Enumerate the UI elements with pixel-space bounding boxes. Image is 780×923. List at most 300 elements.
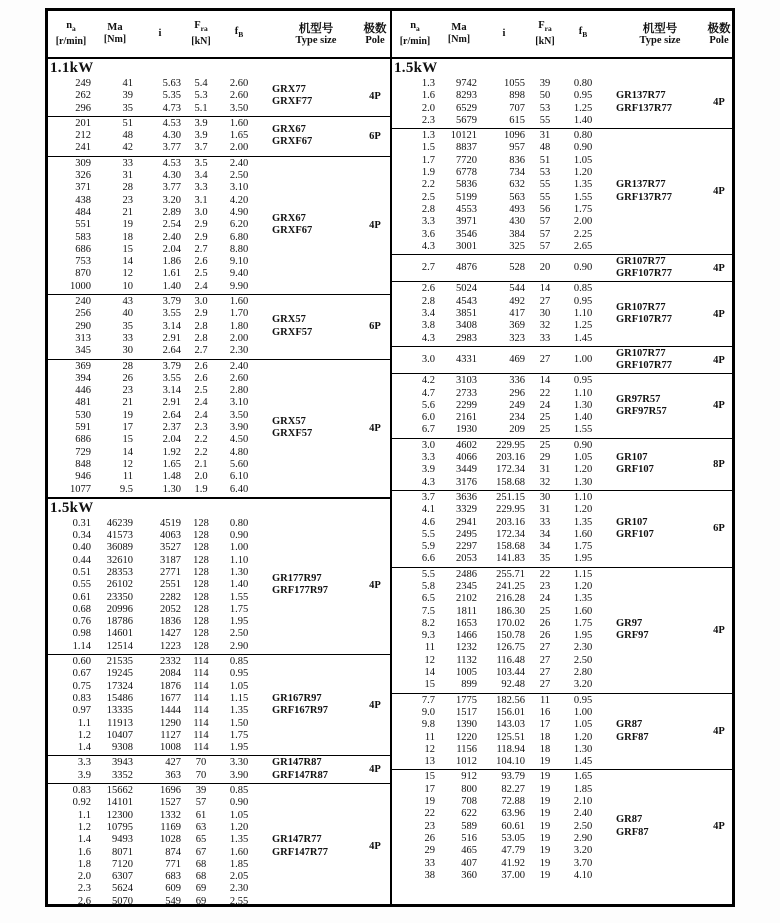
cell-fra: 19 (539, 771, 551, 783)
cell-fb: 2.30 (229, 345, 249, 357)
cell-ma: 3408 (456, 320, 477, 332)
cell-na: 3.3 (421, 452, 435, 464)
type-size-line: GRF107 (616, 464, 654, 476)
cell-fra: 2.9 (194, 219, 208, 231)
cell-fb: 2.80 (229, 385, 249, 397)
cell-i: 563 (509, 191, 525, 203)
cell-i: 1096 (504, 130, 525, 142)
header-symbol-base: n (66, 20, 73, 32)
cell-i: 2052 (160, 603, 181, 615)
cell-i: 325 (509, 240, 525, 252)
cell-i: 1290 (160, 717, 181, 729)
cell-fra: 32 (539, 476, 551, 488)
header-unit: [kN] (535, 35, 555, 47)
cell-fb: 2.60 (229, 90, 249, 102)
type-size-line: GR107R77 (616, 347, 666, 359)
cell-fra: 29 (539, 452, 551, 464)
type-size-label (616, 694, 708, 770)
cell-ma: 31 (122, 170, 133, 182)
cell-fb: 1.60 (573, 605, 593, 617)
spec-block (48, 156, 390, 294)
cell-na: 848 (75, 458, 91, 470)
cell-fb: 3.70 (573, 857, 593, 869)
header-symbol-sub: B (582, 30, 588, 40)
type-size-line: GR177R97 (272, 573, 322, 585)
cell-ma: 30 (122, 345, 133, 357)
cell-i: 632 (509, 179, 525, 191)
cell-na: 256 (75, 308, 91, 320)
cell-fb: 1.20 (573, 731, 593, 743)
cell-i: 150.78 (496, 630, 525, 642)
cell-fb: 1.85 (229, 858, 249, 870)
cell-na: 4.3 (421, 476, 435, 488)
cell-i: 1696 (160, 785, 181, 797)
section-title-kw: 1.5kW (48, 497, 390, 517)
cell-fb: 2.40 (229, 157, 249, 169)
cell-fb: 2.60 (229, 78, 249, 89)
type-size-line: GR147R77 (272, 834, 322, 846)
type-size-line: GRX57 (272, 415, 306, 427)
cell-ma: 1005 (456, 667, 477, 679)
cell-fb: 6.10 (229, 471, 249, 483)
pole-label: 6P (369, 130, 381, 142)
cell-i: 203.16 (496, 516, 525, 528)
cell-i: 3.77 (162, 142, 181, 154)
cell-na: 2.8 (421, 295, 435, 307)
header-symbol (107, 22, 122, 34)
cell-i: 118.94 (496, 743, 525, 755)
cell-fb: 2.10 (573, 796, 593, 808)
cell-i: 209 (509, 424, 525, 436)
header-unit: [r/min] (399, 35, 431, 47)
type-size-line: GR87 (616, 814, 643, 826)
cell-ma: 21 (122, 206, 133, 218)
cell-fb: 1.35 (229, 834, 249, 846)
cell-i: 103.44 (496, 667, 525, 679)
cell-fb: 1.05 (573, 719, 593, 731)
cell-fb: 1.95 (229, 616, 249, 628)
cell-fra: 2.4 (194, 280, 208, 292)
cell-i: 2.04 (162, 243, 181, 255)
cell-i: 125.51 (496, 731, 525, 743)
cell-ma: 12514 (106, 640, 133, 652)
cell-ma: 32610 (106, 554, 133, 566)
type-size-line: GRF147R87 (272, 769, 328, 781)
cell-na: 212 (75, 130, 91, 142)
cell-fb: 1.30 (573, 476, 593, 488)
cell-i: 63.96 (501, 808, 525, 820)
cell-i: 5.35 (162, 90, 181, 102)
cell-i: 3.79 (162, 360, 181, 372)
header-symbol-sub: a (72, 24, 76, 34)
type-size-line: GRX67 (272, 213, 306, 225)
cell-fb: 1.45 (573, 332, 593, 344)
cell-i: 1836 (160, 616, 181, 628)
cell-na: 5.8 (421, 580, 435, 592)
cell-fra: 3.3 (194, 182, 208, 194)
cell-fra: 27 (539, 654, 551, 666)
cell-ma: 3546 (456, 228, 477, 240)
header-cell-na (48, 11, 94, 57)
cell-fb: 1.40 (573, 412, 593, 424)
cell-fra: 2.8 (194, 320, 208, 332)
cell-na: 9.0 (421, 706, 435, 718)
cell-fra: 35 (539, 553, 551, 565)
cell-na: 4.7 (421, 387, 435, 399)
type-size-label (272, 157, 364, 294)
cell-ma: 23 (122, 385, 133, 397)
cell-ma: 40 (122, 308, 133, 320)
header-cell-pole (360, 11, 390, 57)
cell-fb: 1.60 (229, 117, 249, 129)
header-unit: [Nm] (103, 34, 127, 45)
cell-ma: 9.5 (119, 483, 133, 495)
cell-i: 3.77 (162, 182, 181, 194)
cell-fb: 3.10 (229, 397, 249, 409)
cell-fra: 20 (539, 262, 551, 274)
cell-na: 8.2 (421, 617, 435, 629)
cell-fra: 19 (539, 857, 551, 869)
cell-i: 2.64 (162, 345, 181, 357)
cell-fb: 1.10 (573, 387, 593, 399)
cell-fra: 25 (539, 424, 551, 436)
cell-na: 345 (75, 345, 91, 357)
cell-na: 15 (424, 679, 435, 691)
cell-fra: 27 (539, 679, 551, 691)
cell-na: 12 (424, 743, 435, 755)
cell-ma: 15486 (106, 692, 133, 704)
cell-na: 38 (424, 869, 435, 881)
cell-fb: 1.00 (573, 353, 593, 365)
cell-fb: 1.30 (229, 566, 249, 578)
cell-ma: 28353 (106, 566, 133, 578)
cell-i: 2.89 (162, 206, 181, 218)
pole-label: 4P (713, 726, 725, 738)
cell-fb: 2.30 (229, 883, 249, 895)
type-size-label (272, 117, 364, 156)
cell-na: 6.6 (421, 553, 435, 565)
cell-ma: 14 (122, 446, 133, 458)
cell-ma: 41573 (106, 530, 133, 542)
cell-na: 484 (75, 206, 91, 218)
cell-fra: 114 (193, 692, 209, 704)
cell-fra: 128 (193, 603, 209, 615)
pole-label: 6P (713, 523, 725, 535)
cell-na: 3.3 (77, 757, 91, 769)
cell-fra: 27 (539, 667, 551, 679)
cell-ma: 899 (461, 679, 477, 691)
cell-fra: 11 (539, 694, 551, 706)
type-size-line: GRXF77 (272, 96, 313, 108)
cell-fb: 4.50 (229, 434, 249, 446)
spec-block (392, 693, 732, 770)
cell-i: 186.30 (496, 605, 525, 617)
cell-i: 234 (509, 412, 525, 424)
cell-ma: 18786 (106, 616, 133, 628)
cell-fra: 2.6 (194, 360, 208, 372)
cell-i: 3.20 (162, 194, 181, 206)
cell-ma: 2053 (456, 553, 477, 565)
cell-na: 0.31 (72, 517, 91, 529)
cell-i: 3.55 (162, 372, 181, 384)
cell-fb: 2.90 (573, 832, 593, 844)
type-size-line: GRX77 (272, 84, 306, 96)
cell-fb: 1.70 (229, 308, 249, 320)
cell-ma: 4543 (456, 295, 477, 307)
cell-fra: 2.2 (194, 434, 208, 446)
cell-i: 116.48 (496, 654, 525, 666)
cell-na: 7.7 (421, 694, 435, 706)
cell-na: 0.60 (72, 656, 91, 668)
cell-fra: 31 (539, 130, 551, 142)
cell-ma: 2297 (456, 541, 477, 553)
header-unit: [kN] (191, 35, 211, 47)
cell-ma: 28 (122, 360, 133, 372)
cell-ma: 15 (122, 243, 133, 255)
cell-ma: 2299 (456, 399, 477, 411)
cell-i: 72.88 (501, 796, 525, 808)
cell-ma: 6529 (456, 102, 477, 114)
cell-fra: 30 (539, 491, 551, 503)
cell-fra: 22 (539, 568, 551, 580)
cell-fra: 26 (539, 630, 551, 642)
header-symbol-base: Ma (107, 22, 123, 33)
cell-fb: 3.20 (573, 845, 593, 857)
cell-ma: 46239 (106, 517, 133, 529)
header-symbol-base: f (578, 26, 583, 38)
cell-i: 3187 (160, 554, 181, 566)
cell-na: 3.9 (421, 464, 435, 476)
header-symbol-base: i (502, 28, 506, 39)
cell-na: 3.8 (421, 320, 435, 332)
cell-i: 82.27 (501, 783, 525, 795)
cell-fra: 67 (195, 846, 207, 858)
type-header-cn: 机型号 (642, 20, 678, 35)
cell-na: 870 (75, 268, 91, 280)
cell-fra: 57 (195, 797, 207, 809)
cell-fb: 1.05 (229, 680, 249, 692)
cell-fra: 2.7 (194, 345, 208, 357)
cell-i: 229.95 (496, 504, 525, 516)
type-size-label (616, 770, 708, 883)
cell-fb: 1.75 (229, 729, 249, 741)
cell-fb: 1.65 (573, 771, 593, 783)
table-header (392, 11, 732, 59)
cell-ma: 1811 (456, 605, 477, 617)
cell-na: 686 (75, 243, 91, 255)
cell-ma: 41 (122, 78, 133, 89)
cell-i: 2.91 (162, 332, 181, 344)
cell-na: 2.6 (77, 895, 91, 907)
cell-fra: 34 (539, 528, 551, 540)
cell-ma: 11 (122, 471, 133, 483)
cell-fra: 55 (539, 114, 551, 126)
cell-fra: 68 (195, 871, 207, 883)
spec-block (48, 517, 390, 654)
type-size-line: GRX67 (272, 124, 306, 136)
cell-na: 1000 (70, 280, 91, 292)
cell-na: 0.61 (72, 591, 91, 603)
cell-fb: 4.80 (229, 446, 249, 458)
cell-ma: 17324 (106, 680, 133, 692)
cell-ma: 5679 (456, 114, 477, 126)
cell-ma: 9493 (112, 834, 133, 846)
cell-fra: 32 (539, 320, 551, 332)
header-symbol-base: n (410, 20, 417, 32)
cell-ma: 1012 (456, 756, 477, 768)
cell-fra: 19 (539, 808, 551, 820)
cell-ma: 15 (122, 434, 133, 446)
pole-header-cn: 极数 (363, 20, 387, 35)
table-border-box (45, 8, 735, 907)
type-size-label (272, 756, 364, 783)
cell-ma: 4331 (456, 353, 477, 365)
cell-fb: 2.00 (229, 142, 249, 154)
header-cell-fra (528, 11, 562, 57)
cell-ma: 1232 (456, 642, 477, 654)
header-cell-ma (438, 11, 480, 57)
cell-fb: 1.30 (573, 399, 593, 411)
cell-fb: 0.90 (573, 262, 593, 274)
cell-i: 898 (509, 90, 525, 102)
cell-na: 551 (75, 219, 91, 231)
cell-fra: 2.9 (194, 308, 208, 320)
type-size-label (272, 295, 364, 358)
cell-fra: 19 (539, 820, 551, 832)
cell-i: 493 (509, 203, 525, 215)
cell-i: 544 (509, 283, 525, 295)
cell-na: 290 (75, 320, 91, 332)
pole-label: 4P (713, 624, 725, 636)
cell-fra: 128 (193, 517, 209, 529)
cell-fb: 2.80 (573, 667, 593, 679)
cell-na: 12 (424, 654, 435, 666)
cell-i: 1.48 (162, 471, 181, 483)
cell-na: 2.7 (421, 262, 435, 274)
spec-block (48, 654, 390, 755)
cell-fb: 1.10 (229, 554, 249, 566)
cell-fb: 9.90 (229, 280, 249, 292)
pole-label: 4P (369, 422, 381, 434)
type-size-line: GRF107 (616, 528, 654, 540)
cell-na: 6.5 (421, 593, 435, 605)
cell-ma: 2486 (456, 568, 477, 580)
type-size-line: GRF177R97 (272, 585, 328, 597)
cell-fra: 114 (193, 668, 209, 680)
cell-fb: 3.30 (229, 757, 249, 769)
cell-i: 93.79 (501, 771, 525, 783)
cell-ma: 23 (122, 194, 133, 206)
cell-fb: 1.45 (573, 756, 593, 768)
cell-i: 4.73 (162, 102, 181, 114)
cell-fra: 27 (539, 353, 551, 365)
cell-fb: 0.90 (573, 439, 593, 451)
cell-ma: 4602 (456, 439, 477, 451)
cell-na: 0.83 (72, 692, 91, 704)
cell-fra: 2.1 (194, 458, 208, 470)
pole-label: 4P (713, 186, 725, 198)
cell-ma: 26 (122, 372, 133, 384)
cell-i: 170.02 (496, 617, 525, 629)
cell-ma: 3103 (456, 375, 477, 387)
cell-na: 2.8 (421, 203, 435, 215)
cell-fb: 4.10 (573, 869, 593, 881)
header-symbol-base: F (538, 20, 545, 32)
cell-fb: 1.60 (229, 296, 249, 308)
cell-fb: 1.55 (573, 191, 593, 203)
cell-i: 296 (509, 387, 525, 399)
cell-na: 530 (75, 409, 91, 421)
spec-block (392, 254, 732, 281)
cell-ma: 21 (122, 397, 133, 409)
cell-fb: 2.50 (573, 820, 593, 832)
cell-na: 369 (75, 360, 91, 372)
cell-ma: 3329 (456, 504, 477, 516)
cell-i: 615 (509, 114, 525, 126)
cell-na: 3.0 (421, 353, 435, 365)
cell-fra: 19 (539, 845, 551, 857)
cell-i: 1876 (160, 680, 181, 692)
type-size-line: GRF147R77 (272, 846, 328, 858)
cell-fb: 6.20 (229, 219, 249, 231)
cell-fb: 1.60 (229, 846, 249, 858)
cell-fb: 2.60 (229, 372, 249, 384)
cell-na: 0.75 (72, 680, 91, 692)
cell-na: 0.34 (72, 530, 91, 542)
header-symbol-base: i (158, 28, 162, 39)
pole-header-en: Pole (709, 34, 729, 46)
cell-fb: 3.90 (229, 422, 249, 434)
pole-label: 8P (713, 458, 725, 470)
cell-ma: 26102 (106, 579, 133, 591)
cell-fra: 19 (539, 783, 551, 795)
cell-fb: 2.50 (573, 654, 593, 666)
cell-fb: 1.50 (229, 717, 249, 729)
type-size-line: GR97R57 (616, 393, 661, 405)
cell-ma: 3851 (456, 308, 477, 320)
cell-ma: 19 (122, 219, 133, 231)
cell-i: 3.55 (162, 308, 181, 320)
type-size-line: GRF137R77 (616, 191, 672, 203)
spec-block (392, 281, 732, 345)
type-size-line: GR137R77 (616, 179, 666, 191)
cell-fra: 26 (539, 617, 551, 629)
header-unit: [Nm] (447, 34, 471, 45)
header-symbol (159, 28, 162, 40)
cell-fra: 16 (539, 706, 551, 718)
type-size-label (272, 655, 364, 755)
cell-i: 609 (165, 883, 181, 895)
type-size-label (616, 77, 708, 128)
type-size-line: GRF167R97 (272, 705, 328, 717)
cell-i: 1008 (160, 742, 181, 754)
header-symbol (503, 28, 506, 40)
cell-ma: 14601 (106, 628, 133, 640)
spec-block (392, 128, 732, 254)
cell-na: 22 (424, 808, 435, 820)
cell-fb: 2.05 (229, 871, 249, 883)
type-size-label (616, 255, 708, 281)
cell-na: 0.67 (72, 668, 91, 680)
cell-na: 729 (75, 446, 91, 458)
header-symbol (451, 22, 466, 34)
header-cell-type (614, 11, 706, 57)
cell-fb: 6.40 (229, 483, 249, 495)
section-title-kw: 1.1kW (50, 60, 94, 76)
pole-label: 4P (369, 841, 381, 853)
type-size-line: GRF87 (616, 731, 649, 743)
cell-i: 1223 (160, 640, 181, 652)
